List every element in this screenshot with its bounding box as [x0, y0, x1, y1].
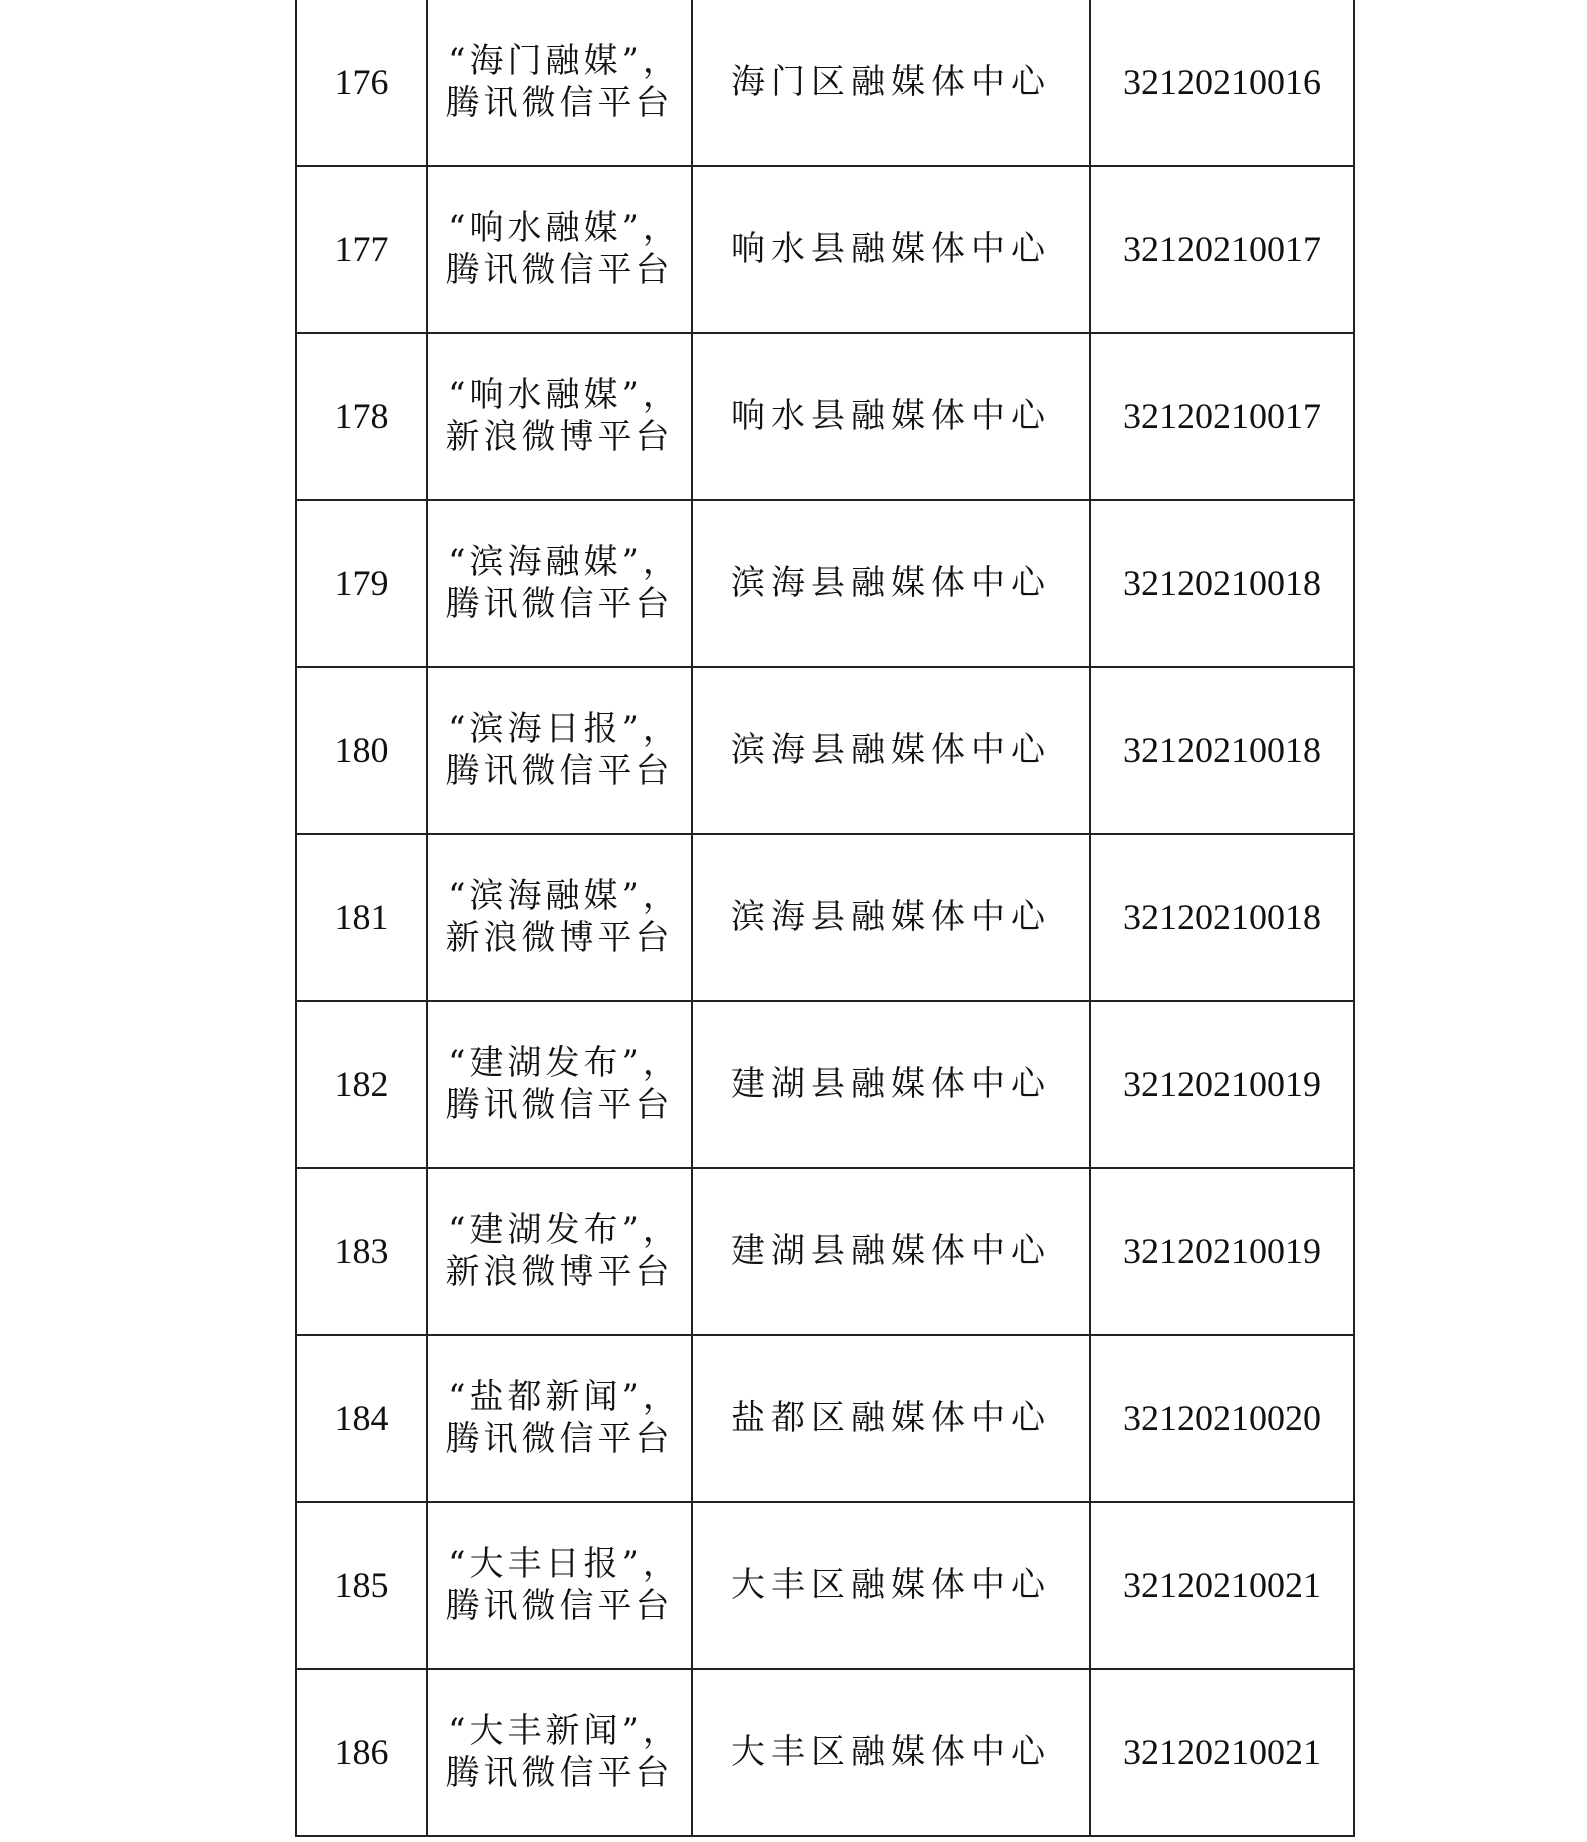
- license-code: 32120210016: [1123, 61, 1321, 102]
- license-code-cell: [1090, 834, 1354, 1001]
- service-name: “响水融媒”，: [448, 375, 681, 415]
- row-number: 178: [334, 395, 389, 436]
- service-name: “响水融媒”，: [448, 208, 681, 248]
- row-number-cell: [296, 834, 427, 1001]
- license-code-cell: [1090, 0, 1354, 166]
- service-platform: 新浪微博平台: [445, 417, 674, 457]
- service-name: “大丰日报”，: [448, 1544, 681, 1584]
- license-code: 32120210018: [1123, 562, 1321, 603]
- row-number: 182: [334, 1063, 389, 1104]
- service-platform: 腾讯微信平台: [445, 83, 674, 123]
- registry-table: [295, 0, 1355, 1837]
- provider-cell: [692, 1001, 1090, 1168]
- service-name: “滨海日报”，: [448, 709, 681, 749]
- table-row: [296, 333, 1354, 500]
- provider-name: 滨海县融媒体中心: [731, 897, 1051, 937]
- service-name-cell: [427, 1335, 692, 1502]
- license-code-cell: [1090, 166, 1354, 333]
- row-number: 176: [334, 61, 389, 102]
- row-number: 183: [334, 1230, 389, 1271]
- provider-cell: [692, 1168, 1090, 1335]
- service-platform: 腾讯微信平台: [445, 751, 674, 791]
- provider-name: 建湖县融媒体中心: [731, 1064, 1051, 1104]
- row-number: 177: [334, 228, 389, 269]
- row-number: 180: [334, 729, 389, 770]
- row-number-cell: [296, 667, 427, 834]
- row-number-cell: [296, 1335, 427, 1502]
- license-code: 32120210017: [1123, 395, 1321, 436]
- row-number-cell: [296, 333, 427, 500]
- provider-name: 大丰区融媒体中心: [731, 1732, 1051, 1772]
- row-number-cell: [296, 1502, 427, 1669]
- service-name-cell: [427, 1502, 692, 1669]
- license-code: 32120210021: [1123, 1564, 1321, 1605]
- service-name: “盐都新闻”，: [448, 1377, 681, 1417]
- service-name: “大丰新闻”，: [448, 1711, 681, 1751]
- provider-cell: [692, 1669, 1090, 1836]
- license-code-cell: [1090, 667, 1354, 834]
- service-platform: 腾讯微信平台: [445, 1419, 674, 1459]
- table-row: [296, 0, 1354, 166]
- table-row: [296, 500, 1354, 667]
- provider-name: 大丰区融媒体中心: [731, 1565, 1051, 1605]
- row-number: 186: [334, 1731, 389, 1772]
- service-platform: 新浪微博平台: [445, 918, 674, 958]
- provider-name: 盐都区融媒体中心: [731, 1398, 1051, 1438]
- service-platform: 新浪微博平台: [445, 1252, 674, 1292]
- service-name-cell: [427, 1168, 692, 1335]
- provider-cell: [692, 834, 1090, 1001]
- provider-name: 滨海县融媒体中心: [731, 730, 1051, 770]
- row-number-cell: [296, 1168, 427, 1335]
- license-code: 32120210020: [1123, 1397, 1321, 1438]
- license-code: 32120210018: [1123, 729, 1321, 770]
- row-number: 184: [334, 1397, 389, 1438]
- license-code-cell: [1090, 333, 1354, 500]
- provider-cell: [692, 667, 1090, 834]
- service-name: “滨海融媒”，: [448, 542, 681, 582]
- license-code-cell: [1090, 1502, 1354, 1669]
- provider-cell: [692, 1502, 1090, 1669]
- license-code-cell: [1090, 500, 1354, 667]
- table-row: [296, 166, 1354, 333]
- provider-name: 响水县融媒体中心: [731, 229, 1051, 269]
- table-row: [296, 1001, 1354, 1168]
- provider-name: 响水县融媒体中心: [731, 396, 1051, 436]
- row-number-cell: [296, 166, 427, 333]
- license-code: 32120210018: [1123, 896, 1321, 937]
- table-row: [296, 667, 1354, 834]
- license-code: 32120210019: [1123, 1230, 1321, 1271]
- row-number: 185: [334, 1564, 389, 1605]
- service-platform: 腾讯微信平台: [445, 1586, 674, 1626]
- service-platform: 腾讯微信平台: [445, 1753, 674, 1793]
- table-row: [296, 1502, 1354, 1669]
- service-platform: 腾讯微信平台: [445, 584, 674, 624]
- service-name: “建湖发布”，: [448, 1210, 681, 1250]
- service-platform: 腾讯微信平台: [445, 250, 674, 290]
- provider-name: 海门区融媒体中心: [731, 62, 1051, 102]
- service-name-cell: [427, 500, 692, 667]
- service-name-cell: [427, 333, 692, 500]
- service-name-cell: [427, 667, 692, 834]
- license-code-cell: [1090, 1168, 1354, 1335]
- row-number-cell: [296, 1669, 427, 1836]
- service-name-cell: [427, 1001, 692, 1168]
- provider-name: 建湖县融媒体中心: [731, 1231, 1051, 1271]
- provider-cell: [692, 166, 1090, 333]
- license-code: 32120210021: [1123, 1731, 1321, 1772]
- table-row: [296, 834, 1354, 1001]
- table-row: [296, 1335, 1354, 1502]
- license-code: 32120210017: [1123, 228, 1321, 269]
- service-name-cell: [427, 0, 692, 166]
- provider-name: 滨海县融媒体中心: [731, 563, 1051, 603]
- license-code: 32120210019: [1123, 1063, 1321, 1104]
- service-name: “建湖发布”，: [448, 1043, 681, 1083]
- license-code-cell: [1090, 1669, 1354, 1836]
- row-number: 181: [334, 896, 389, 937]
- table-row: [296, 1168, 1354, 1335]
- provider-cell: [692, 1335, 1090, 1502]
- provider-cell: [692, 500, 1090, 667]
- provider-cell: [692, 0, 1090, 166]
- row-number-cell: [296, 500, 427, 667]
- service-name: “滨海融媒”，: [448, 876, 681, 916]
- row-number-cell: [296, 1001, 427, 1168]
- service-name: “海门融媒”，: [448, 41, 681, 81]
- service-name-cell: [427, 166, 692, 333]
- license-code-cell: [1090, 1001, 1354, 1168]
- provider-cell: [692, 333, 1090, 500]
- service-name-cell: [427, 834, 692, 1001]
- service-platform: 腾讯微信平台: [445, 1085, 674, 1125]
- row-number: 179: [334, 562, 389, 603]
- service-name-cell: [427, 1669, 692, 1836]
- table-row: [296, 1669, 1354, 1836]
- license-code-cell: [1090, 1335, 1354, 1502]
- row-number-cell: [296, 0, 427, 166]
